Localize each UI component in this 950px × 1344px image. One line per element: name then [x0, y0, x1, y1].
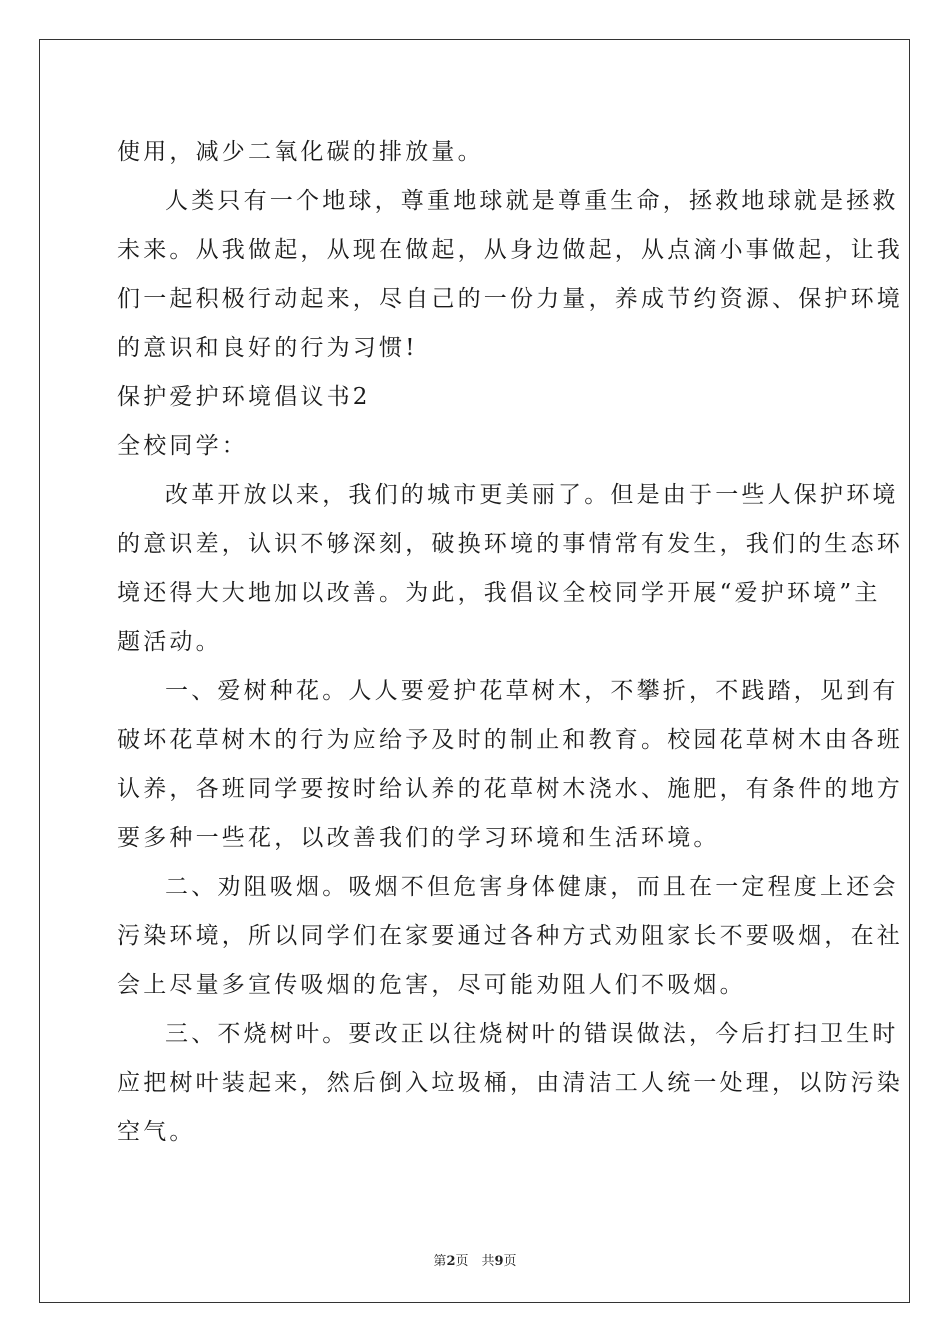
paragraph-start-line: 人类只有一个地球，尊重地球就是尊重生命，拯救地球就是拯救	[165, 188, 899, 214]
page-mid: 页 共	[455, 1254, 495, 1269]
text-line: 们一起积极行动起来，尽自己的一份力量，养成节约资源、保护环境	[117, 286, 903, 312]
text-line: 空气。	[117, 1119, 196, 1145]
text-line: 的意识和良好的行为习惯!	[117, 335, 418, 361]
text-line: 应把树叶装起来，然后倒入垃圾桶，由清洁工人统一处理，以防污染	[117, 1070, 903, 1096]
document-body	[117, 128, 903, 1157]
text-line: 污染环境，所以同学们在家要通过各种方式劝阻家长不要吸烟，在社	[117, 923, 903, 949]
text-line: 使用，减少二氧化碳的排放量。	[117, 139, 484, 165]
paragraph-start-line: 一、爱树种花。人人要爱护花草树木，不攀折，不践踏，见到有	[165, 678, 899, 704]
page-footer	[0, 1250, 950, 1269]
paragraph-start-line: 三、不烧树叶。要改正以往烧树叶的错误做法，今后打扫卫生时	[165, 1021, 899, 1047]
paragraph-start-line: 二、劝阻吸烟。吸烟不但危害身体健康，而且在一定程度上还会	[165, 874, 899, 900]
text-line: 的意识差，认识不够深刻，破换环境的事情常有发生，我们的生态环	[117, 531, 903, 557]
text-line: 要多种一些花，以改善我们的学习环境和生活环境。	[117, 825, 720, 851]
paragraph-start-line: 改革开放以来，我们的城市更美丽了。但是由于一些人保护环境	[165, 482, 899, 508]
text-line: 境还得大大地加以改善。为此，我倡议全校同学开展“爱护环境”主	[117, 580, 881, 606]
page-suffix: 页	[503, 1254, 517, 1269]
text-line: 破坏花草树木的行为应给予及时的制止和教育。校园花草树木由各班	[117, 727, 903, 753]
section-heading: 保护爱护环境倡议书2	[117, 384, 371, 410]
salutation: 全校同学：	[117, 433, 248, 459]
page-prefix: 第	[433, 1254, 447, 1269]
current-page-number: 2	[446, 1254, 456, 1269]
text-line: 认养，各班同学要按时给认养的花草树木浇水、施肥，有条件的地方	[117, 776, 903, 802]
total-page-count: 9	[494, 1254, 504, 1269]
text-line: 未来。从我做起，从现在做起，从身边做起，从点滴小事做起，让我	[117, 237, 903, 263]
text-line: 会上尽量多宣传吸烟的危害，尽可能劝阻人们不吸烟。	[117, 972, 746, 998]
text-line: 题活动。	[117, 629, 222, 655]
